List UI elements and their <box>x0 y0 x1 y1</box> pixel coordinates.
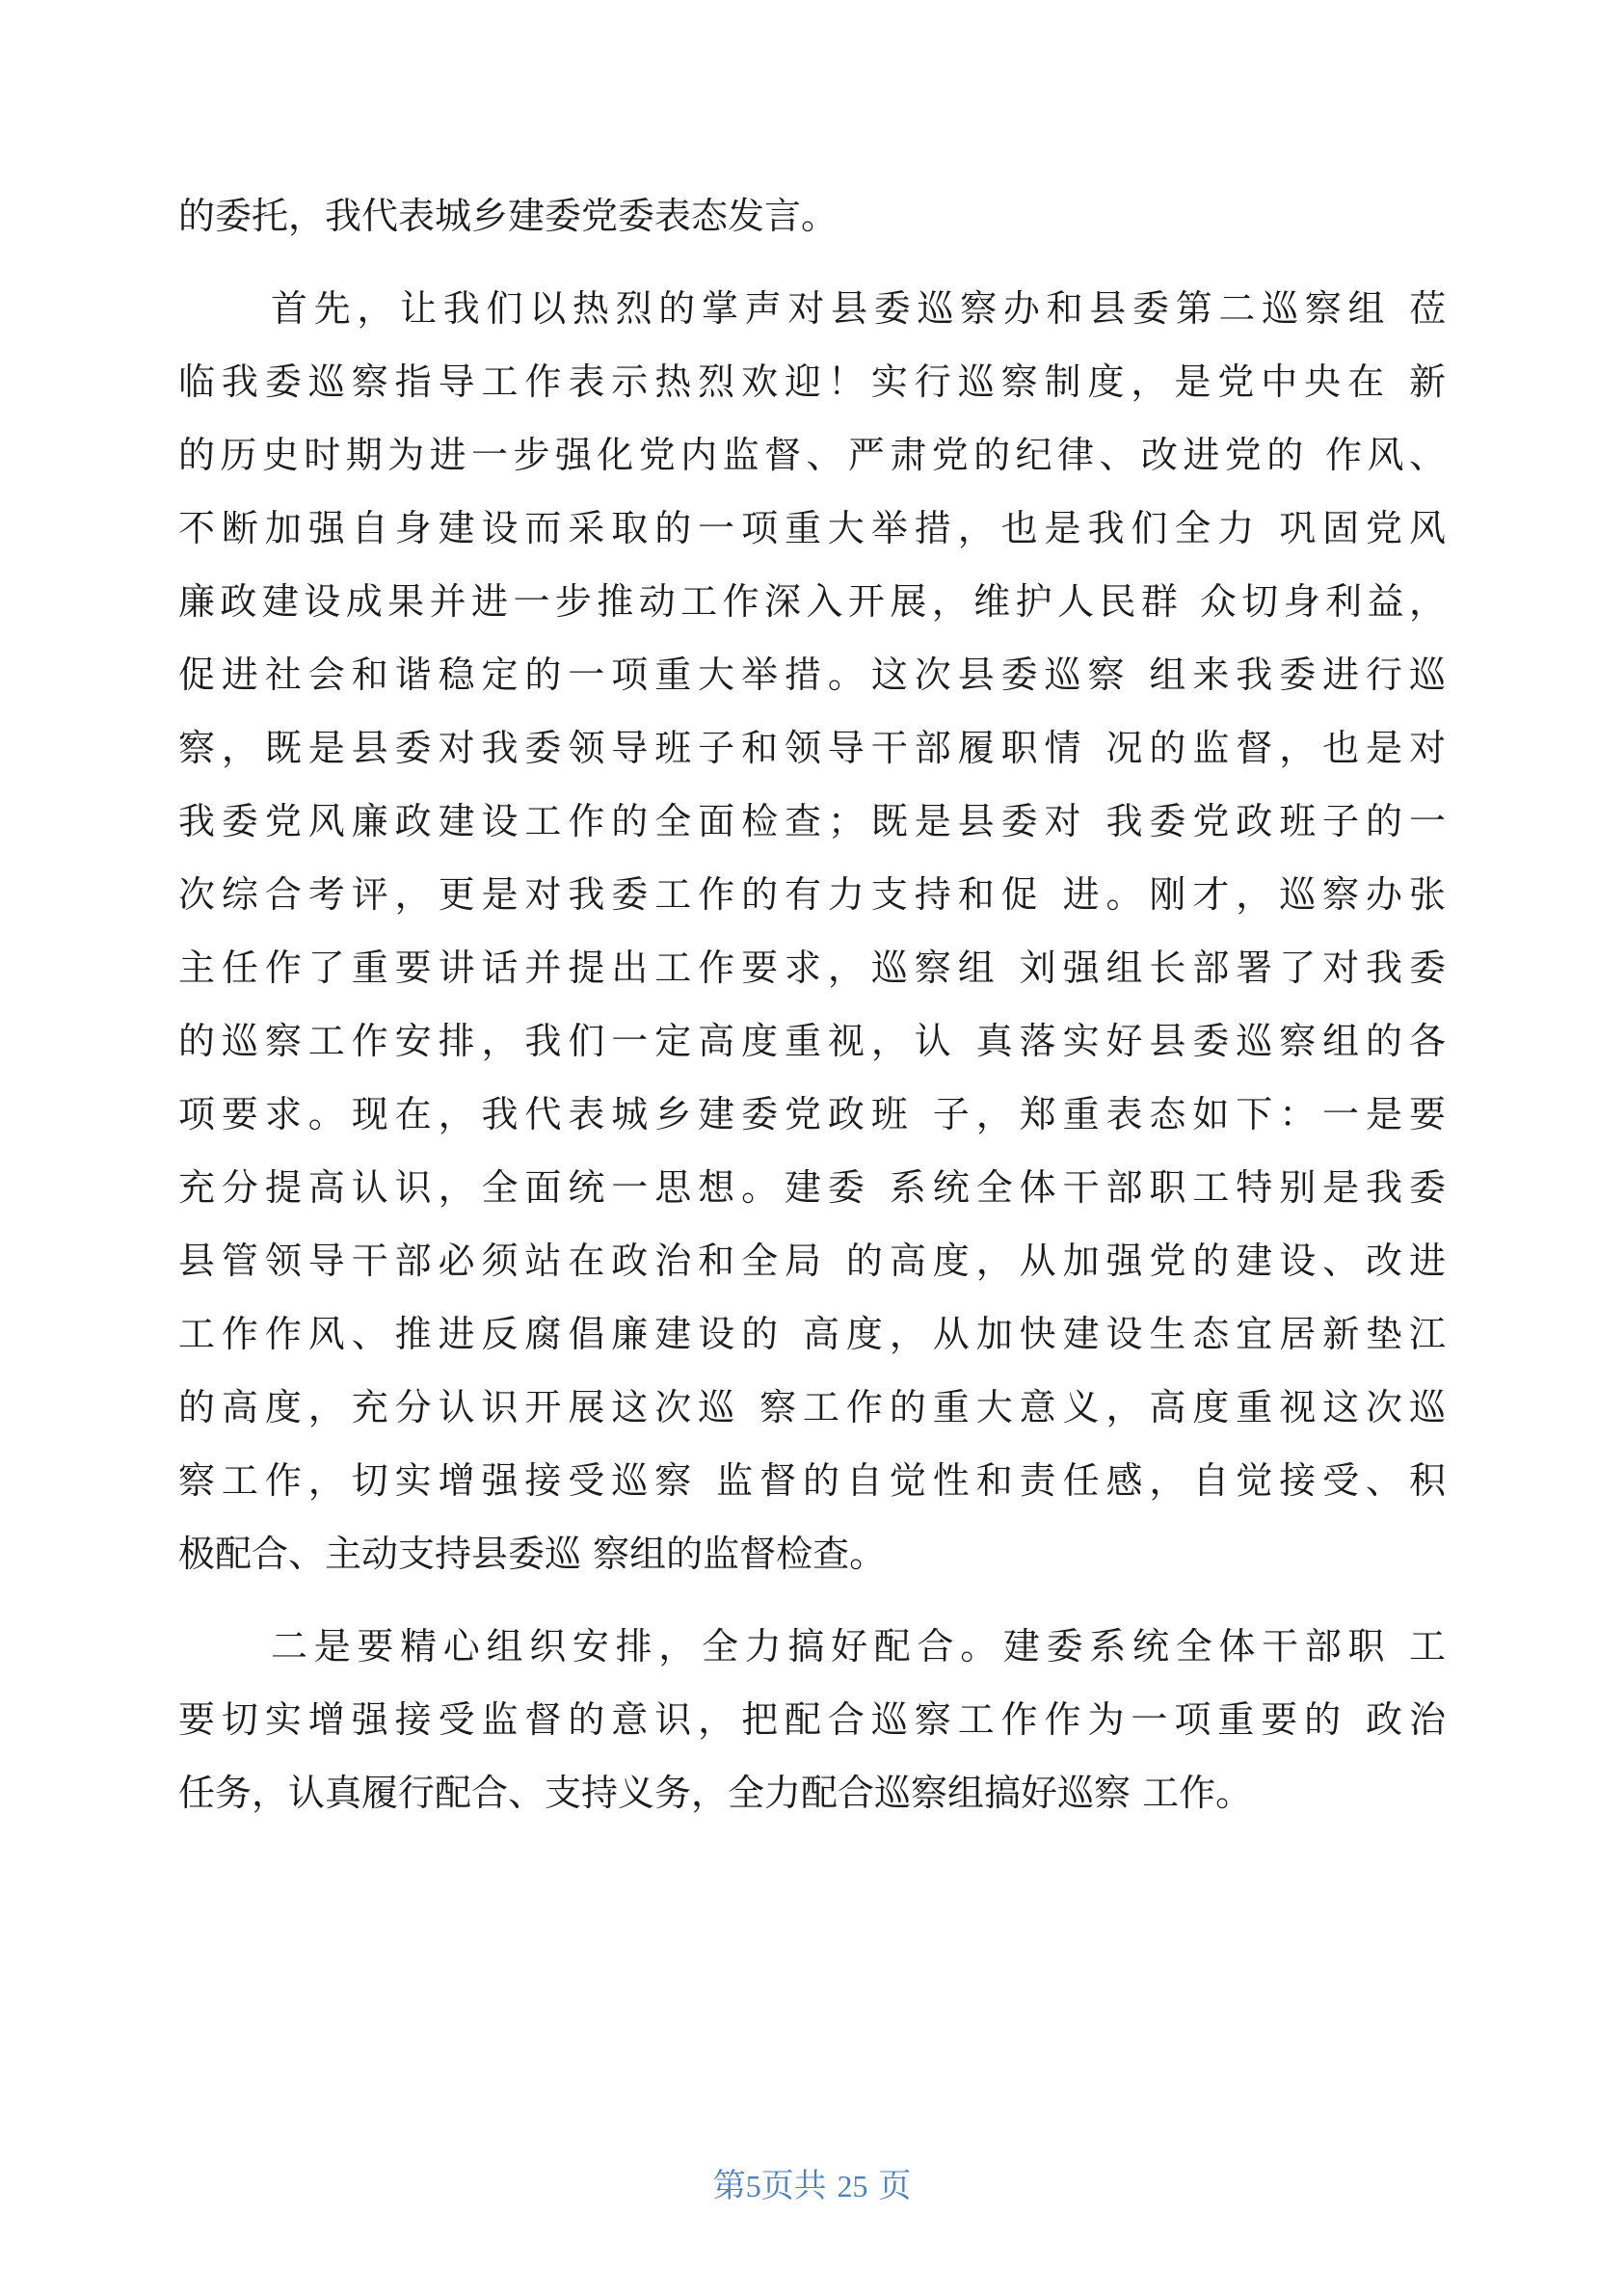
text-line: 首先，让我们以热烈的掌声对县委巡察办和县委第二巡察组 莅 <box>271 287 1446 330</box>
paragraph-gap <box>178 253 1446 272</box>
paragraph <box>178 1610 1446 1829</box>
text-line: 主任作了重要讲话并提出工作要求，巡察组 刘强组长部署了对我委 <box>178 947 1446 989</box>
page-footer <box>0 2159 1624 2206</box>
text-line: 县管领导干部必须站在政治和全局 的高度，从加强党的建设、改进 <box>178 1240 1446 1282</box>
text-line: 的巡察工作安排，我们一定高度重视，认 真落实好县委巡察组的各 <box>178 1020 1446 1062</box>
footer-page-number: 5 <box>745 2169 761 2203</box>
text-line: 工作作风、推进反腐倡廉建设的 高度，从加快建设生态宜居新垫江 <box>178 1313 1446 1355</box>
footer-prefix: 第 <box>712 2167 746 2205</box>
document-body <box>178 179 1446 1829</box>
text-line: 次综合考评，更是对我委工作的有力支持和促 进。刚才，巡察办张 <box>178 873 1446 916</box>
text-line: 廉政建设成果并进一步推动工作深入开展，维护人民群 众切身利益， <box>178 580 1446 623</box>
text-line: 项要求。现在，我代表城乡建委党政班 子，郑重表态如下：一是要 <box>178 1093 1446 1135</box>
text-line: 要切实增强接受监督的意识，把配合巡察工作作为一项重要的 政治 <box>178 1698 1446 1741</box>
text-line: 的历史时期为进一步强化党内监督、严肃党的纪律、改进党的 作风、 <box>178 434 1446 476</box>
text-line: 充分提高认识，全面统一思想。建委 系统全体干部职工特别是我委 <box>178 1166 1446 1209</box>
footer-middle: 页共 <box>760 2167 827 2205</box>
text-line: 的委托，我代表城乡建委党委表态发言。 <box>178 195 839 237</box>
text-line: 察，既是县委对我委领导班子和领导干部履职情 况的监督，也是对 <box>178 727 1446 769</box>
paragraph <box>178 272 1446 1590</box>
text-line: 我委党风廉政建设工作的全面检查；既是县委对 我委党政班子的一 <box>178 800 1446 842</box>
text-line: 促进社会和谐稳定的一项重大举措。这次县委巡察 组来我委进行巡 <box>178 654 1446 696</box>
text-line: 极配合、主动支持县委巡 察组的监督检查。 <box>178 1533 887 1575</box>
text-line: 二是要精心组织安排，全力搞好配合。建委系统全体干部职 工 <box>271 1625 1446 1668</box>
paragraph <box>178 179 1446 253</box>
paragraph-gap <box>178 1590 1446 1610</box>
text-line: 临我委巡察指导工作表示热烈欢迎！实行巡察制度，是党中央在 新 <box>178 360 1446 403</box>
text-line: 不断加强自身建设而采取的一项重大举措，也是我们全力 巩固党风 <box>178 507 1446 549</box>
text-line: 的高度，充分认识开展这次巡 察工作的重大意义，高度重视这次巡 <box>178 1386 1446 1428</box>
footer-total-pages: 25 <box>837 2169 868 2203</box>
text-line: 察工作，切实增强接受巡察 监督的自觉性和责任感，自觉接受、积 <box>178 1459 1446 1502</box>
text-line: 任务，认真履行配合、支持义务，全力配合巡察组搞好巡察 工作。 <box>178 1772 1253 1814</box>
footer-suffix: 页 <box>878 2167 912 2205</box>
